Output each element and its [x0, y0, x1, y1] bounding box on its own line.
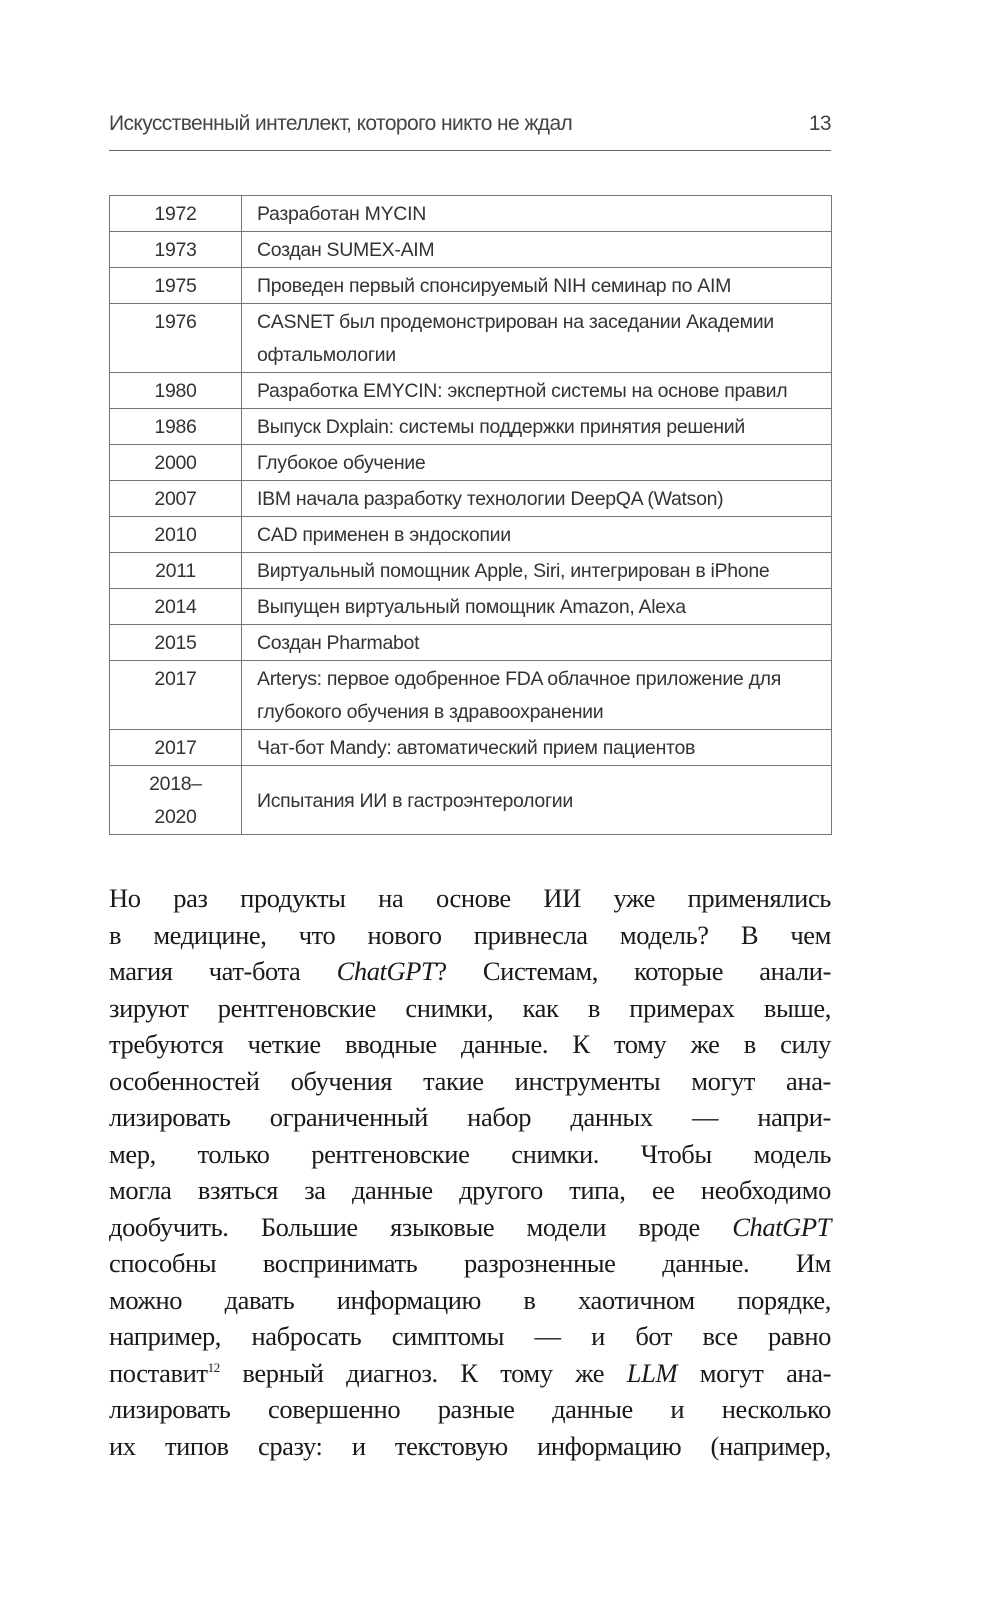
event-cell: CASNET был продемонстрирован на заседании Академии офтальмологии — [242, 304, 832, 373]
year-text: 2010 — [154, 524, 197, 546]
text-line — [109, 1172, 831, 1209]
year-cell — [110, 196, 242, 232]
text-line — [109, 1209, 831, 1246]
table-row — [110, 661, 832, 730]
running-head — [109, 112, 831, 142]
table-row — [110, 232, 832, 268]
event-cell: Разработан MYCIN — [242, 196, 832, 232]
year-text: 1976 — [154, 311, 197, 333]
table-row — [110, 625, 832, 661]
event-cell: Глубокое обучение — [242, 445, 832, 481]
table-row — [110, 589, 832, 625]
text-segment: способны воспринимать разрозненные данные. Им — [109, 1248, 831, 1278]
year-text: 1980 — [154, 380, 197, 402]
text-line — [109, 990, 831, 1027]
text-segment: требуются четкие вводные данные. К тому же в силу — [109, 1029, 831, 1059]
text-segment: верный диагноз. К тому же — [219, 1357, 627, 1388]
text-line — [109, 1245, 831, 1282]
year-cell — [110, 481, 242, 517]
year-cell — [110, 730, 242, 766]
event-cell: Виртуальный помощник Apple, Siri, интегрирован в iPhone — [242, 553, 832, 589]
text-line — [109, 1355, 831, 1392]
year-cell — [110, 445, 242, 481]
event-cell: Arterys: первое одобренное FDA облачное приложение для глубокого обучения в здравоохранении — [242, 661, 832, 730]
page-number: 13 — [808, 112, 831, 135]
table-row — [110, 409, 832, 445]
text-line — [109, 1391, 831, 1428]
year-text: 2007 — [154, 488, 197, 510]
text-segment: мер, только рентгеновские снимки. Чтобы модель — [109, 1138, 831, 1169]
event-cell: Проведен первый спонсируемый NIH семинар по AIM — [242, 268, 832, 304]
year-cell — [110, 409, 242, 445]
year-text: 1986 — [154, 416, 197, 438]
table-row — [110, 553, 832, 589]
text-segment: лизировать ограниченный набор данных — напри- — [109, 1102, 831, 1132]
event-cell: Разработка EMYCIN: экспертной системы на основе правил — [242, 373, 832, 409]
table-row — [110, 304, 832, 373]
italic-term: LLM — [626, 1357, 678, 1388]
body-paragraph — [109, 880, 831, 1464]
event-cell: Испытания ИИ в гастроэнтерологии — [242, 766, 832, 835]
event-cell: Выпущен виртуальный помощник Amazon, Alexa — [242, 589, 832, 625]
text-segment: Но раз продукты на основе ИИ уже применялись — [109, 883, 831, 913]
year-cell — [110, 517, 242, 553]
year-text: 2015 — [154, 632, 197, 654]
year-cell — [110, 625, 242, 661]
table-row — [110, 517, 832, 553]
text-line — [109, 1026, 831, 1063]
text-segment: их типов сразу: и текстовую информацию (например, — [109, 1430, 831, 1461]
year-text: 2018–2020 — [149, 773, 202, 828]
event-cell: Создан SUMEX-AIM — [242, 232, 832, 268]
text-line — [109, 1099, 831, 1136]
year-text: 1973 — [154, 239, 197, 261]
ai-timeline-table — [109, 195, 832, 835]
year-cell — [110, 661, 242, 730]
year-cell — [110, 553, 242, 589]
event-cell: Создан Pharmabot — [242, 625, 832, 661]
event-cell: Выпуск Dxplain: системы поддержки принятия решений — [242, 409, 832, 445]
table-row — [110, 268, 832, 304]
year-text: 1975 — [154, 275, 197, 297]
year-cell — [110, 373, 242, 409]
text-segment: могла взяться за данные другого типа, ее необходимо — [109, 1175, 831, 1205]
table-row — [110, 766, 832, 835]
event-cell: IBM начала разработку технологии DeepQA (Watson) — [242, 481, 832, 517]
running-head-title: Искусственный интеллект, которого никто не ждал — [109, 112, 573, 135]
text-segment: могут ана- — [677, 1357, 831, 1388]
text-line — [109, 1063, 831, 1100]
text-segment: зируют рентгеновские снимки, как в примерах выше, — [109, 992, 831, 1023]
text-segment: дообучить. Большие языковые модели вроде — [109, 1211, 733, 1242]
event-cell: Чат-бот Mandy: автоматический прием пациентов — [242, 730, 832, 766]
table-row — [110, 196, 832, 232]
year-text: 2000 — [154, 452, 197, 474]
text-line — [109, 917, 831, 954]
text-line — [109, 1282, 831, 1319]
text-segment: можно давать информацию в хаотичном порядке, — [109, 1284, 831, 1315]
table-row — [110, 481, 832, 517]
text-segment: ? Системам, которые анали- — [435, 956, 831, 986]
year-cell — [110, 304, 242, 373]
year-cell — [110, 268, 242, 304]
year-text: 2011 — [155, 560, 196, 582]
year-cell — [110, 232, 242, 268]
text-segment: магия чат-бота — [109, 956, 337, 986]
italic-term: ChatGPT — [732, 1211, 831, 1242]
year-text: 1972 — [154, 203, 197, 225]
text-line — [109, 1428, 831, 1465]
year-cell — [110, 589, 242, 625]
text-line — [109, 1136, 831, 1173]
text-segment: особенностей обучения такие инструменты могут ана- — [109, 1065, 831, 1096]
year-text: 2017 — [154, 737, 197, 759]
table-row — [110, 445, 832, 481]
text-line — [109, 953, 831, 990]
text-segment: например, набросать симптомы — и бот все равно — [109, 1321, 831, 1351]
header-divider — [109, 150, 831, 151]
year-cell — [110, 766, 242, 835]
text-segment: в медицине, что нового привнесла модель? В чем — [109, 919, 831, 950]
footnote-ref: 12 — [207, 1359, 220, 1375]
text-line — [109, 880, 831, 917]
year-text: 2017 — [154, 668, 197, 690]
table-row — [110, 373, 832, 409]
text-segment: лизировать совершенно разные данные и несколько — [109, 1394, 831, 1424]
italic-term: ChatGPT — [336, 956, 436, 986]
text-segment: поставит — [109, 1357, 208, 1388]
year-text: 2014 — [154, 596, 197, 618]
table-row — [110, 730, 832, 766]
event-cell: CAD применен в эндоскопии — [242, 517, 832, 553]
text-line — [109, 1318, 831, 1355]
